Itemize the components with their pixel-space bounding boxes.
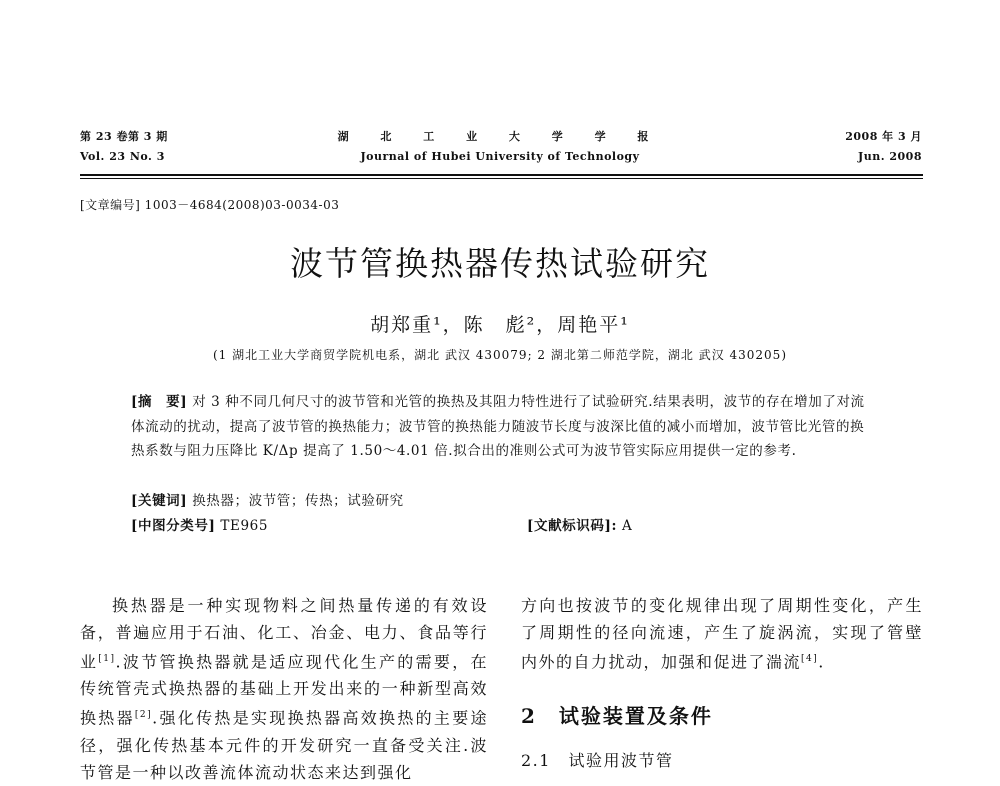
intro-text-2: .波节管换热器就是适应现代化生产的需要，在传统管壳式换热器的基础上开发出来的一种新型高效换热器 xyxy=(80,652,488,728)
intro-continued-text: 方向也按波节的变化规律出现了周期性变化，产生了周期性的径向流速，产生了旋涡流，实现了管壁内外的自力扰动，加强和促进了湍流 xyxy=(521,596,923,672)
intro-text-3: .强化传热是实现换热器高效换热的主要途径，强化传热基本元件的开发研究一直备受关注.波节管是一种以改善流体流动状态来达到强化 xyxy=(80,708,488,782)
abstract xyxy=(131,390,871,464)
issue-date-zh: 2008 年 3 月 xyxy=(845,130,922,143)
keywords-text: 换热器；波节管；传热；试验研究 xyxy=(192,493,404,509)
document-code-value: A xyxy=(621,518,633,534)
keywords-label: [关键词] xyxy=(131,493,188,509)
paper-title: 波节管换热器传热试验研究 xyxy=(290,244,710,283)
issue-date-en: Jun. 2008 xyxy=(858,150,922,163)
intro-continued-end: . xyxy=(818,652,825,672)
classification xyxy=(131,514,268,534)
section-heading: 2 试验装置及条件 xyxy=(521,704,713,728)
volume-issue-en: Vol. 23 No. 3 xyxy=(80,150,165,163)
body-right-column xyxy=(521,592,923,675)
intro-text-1: 换热器是一种实现物料之间热量传递的有效设备，普遍应用于石油、化工、冶金、电力、食品等行业 xyxy=(80,596,488,672)
keywords xyxy=(131,489,404,509)
citation-4: [4] xyxy=(801,654,819,664)
citation-2: [2] xyxy=(134,710,153,721)
affiliations: (1 湖北工业大学商贸学院机电系，湖北 武汉 430079; 2 湖北第二师范学院，湖北 武汉 430205) xyxy=(213,348,787,362)
document-code xyxy=(527,514,632,534)
abstract-text: 对 3 种不同几何尺寸的波节管和光管的换热及其阻力特性进行了试验研究.结果表明，波节的存在增加了对流体流动的扰动，提高了波节管的换热能力；波节管的换热能力随波节长度与波深比值的减小而增加，波节管比光管的换热系数与阻力压降比 K/Δp 提高了 1.50～4.01 倍.拟合出的准则公式可为波节管实际应用提供一定的参考. xyxy=(131,394,865,459)
journal-name-en: Journal of Hubei University of Technology xyxy=(360,150,640,163)
document-code-label: [文献标识码]: xyxy=(527,518,618,534)
authors: 胡郑重¹，陈 彪²，周艳平¹ xyxy=(370,314,630,336)
classification-code: TE965 xyxy=(220,518,269,534)
header-rule-thin xyxy=(80,178,923,179)
abstract-label: [摘 要] xyxy=(131,394,188,410)
body-left-column xyxy=(80,592,488,786)
classification-label: [中图分类号] xyxy=(131,518,216,534)
subsection-heading: 2.1 试验用波节管 xyxy=(521,751,674,770)
article-number: [文章编号] 1003－4684(2008)03-0034-03 xyxy=(80,198,340,212)
header-rule-thick xyxy=(80,174,923,176)
journal-name-zh: 湖 北 工 业 大 学 学 报 xyxy=(337,130,663,143)
volume-issue-zh: 第 23 卷第 3 期 xyxy=(80,130,168,143)
citation-1: [1] xyxy=(98,654,116,664)
